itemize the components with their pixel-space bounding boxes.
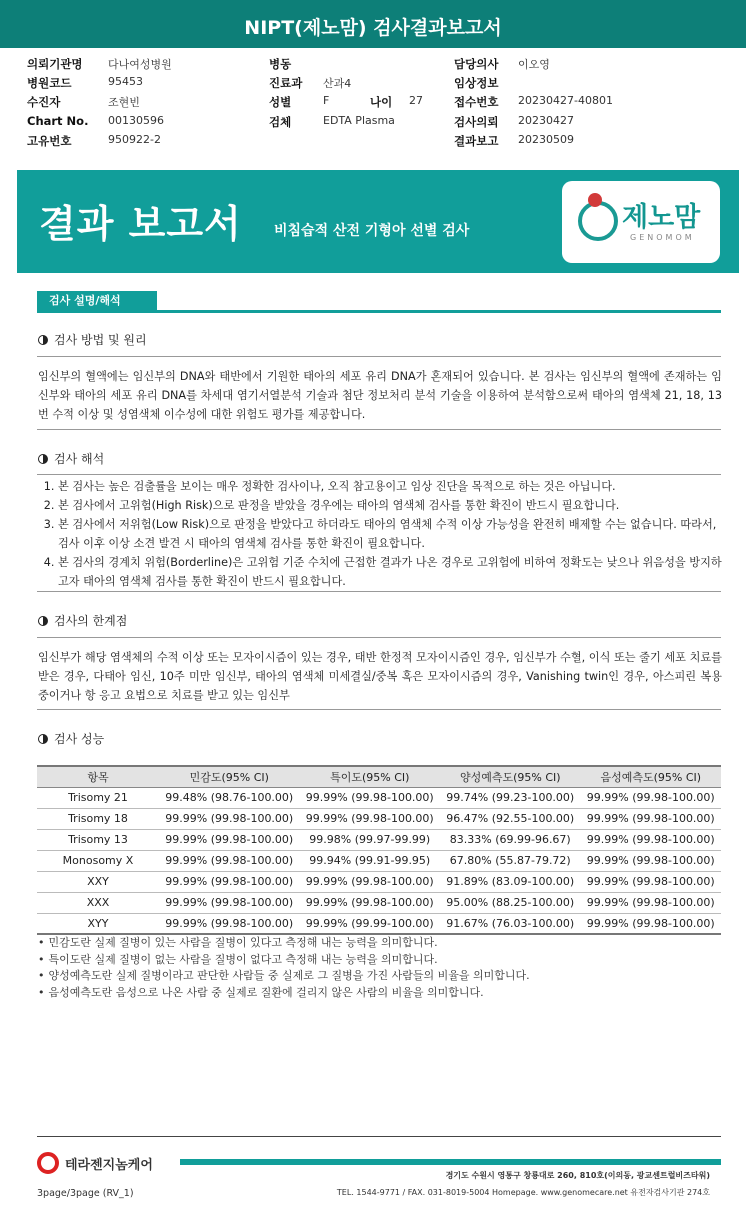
column-header: 항목 xyxy=(37,766,159,787)
info-row xyxy=(27,94,727,110)
table-cell: 99.99% (99.98-100.00) xyxy=(159,829,300,850)
logo-subtext: GENOMOM xyxy=(630,233,695,242)
column-header: 민감도(95% CI) xyxy=(159,766,300,787)
info-value: 20230427 xyxy=(518,114,574,127)
report-title: NIPT(제노맘) 검사결과보고서 xyxy=(0,0,746,48)
half-circle-icon xyxy=(38,454,48,464)
method-heading xyxy=(38,331,147,348)
page-number: 3page/3page (RV_1) xyxy=(37,1188,134,1199)
info-row xyxy=(27,75,727,91)
divider xyxy=(37,474,721,475)
interpretation-heading xyxy=(38,450,104,467)
table-cell: 99.99% (99.98-100.00) xyxy=(300,892,441,913)
note-item: • 음성예측도란 음성으로 나온 사람 중 실제로 질환에 걸리지 않은 사람의 비율을 의미합니다. xyxy=(38,985,722,1002)
footer-divider xyxy=(37,1136,721,1137)
table-cell: Monosomy X xyxy=(37,850,159,871)
performance-heading xyxy=(38,730,104,747)
table-cell: 83.33% (69.99-96.67) xyxy=(440,829,581,850)
divider xyxy=(37,637,721,638)
note-item: • 특이도란 실제 질병이 없는 사람을 질병이 없다고 측정해 내는 능력을 의미합니다. xyxy=(38,952,722,969)
list-item: 3. 본 검사에서 저위험(Low Risk)으로 판정을 받았다고 하더라도 태아의 염색체 수적 이상 가능성을 완전히 배제할 수는 없습니다. 따라서, 검사 이후 이상 소견 발견 시 태아의 염색체 검사를 통한 확진이 필요합니다. xyxy=(58,515,722,553)
list-item: 1. 본 검사는 높은 검출률을 보이는 매우 정확한 검사이나, 오직 참고용이고 임상 진단을 목적으로 하는 것은 아닙니다. xyxy=(58,477,722,496)
age-value: 27 xyxy=(409,94,423,107)
info-label: 병원코드 xyxy=(27,76,72,90)
banner-subtitle: 비침습적 산전 기형아 선별 검사 xyxy=(274,223,470,239)
divider xyxy=(37,591,721,592)
performance-table xyxy=(37,765,721,935)
table-cell: 99.99% (99.98-100.00) xyxy=(159,808,300,829)
divider xyxy=(37,429,721,430)
note-item: • 양성예측도란 실제 질병이라고 판단한 사람들 중 실제로 그 질병을 가진 사람들의 비율을 의미합니다. xyxy=(38,968,722,985)
table-cell: 67.80% (55.87-79.72) xyxy=(440,850,581,871)
info-label: 임상정보 xyxy=(454,76,499,90)
half-circle-icon xyxy=(38,734,48,744)
divider xyxy=(37,356,721,357)
company-address: 경기도 수원시 영통구 창룡대로 260, 810호(이의동, 광교센트럴비즈타워) xyxy=(445,1171,710,1180)
table-cell: 99.99% (99.98-100.00) xyxy=(581,829,722,850)
info-label: 성별 xyxy=(269,95,292,109)
heading-text: 검사 성능 xyxy=(54,732,105,746)
age-label: 나이 xyxy=(370,95,393,109)
info-row xyxy=(27,133,727,149)
info-value: 950922-2 xyxy=(108,133,161,146)
table-cell: XYY xyxy=(37,913,159,934)
info-row xyxy=(27,56,727,72)
info-label: 검사의뢰 xyxy=(454,115,499,129)
table-cell: 99.99% (99.98-100.00) xyxy=(300,871,441,892)
info-label: 수진자 xyxy=(27,95,61,109)
table-row xyxy=(37,829,721,850)
banner-title: 결과 보고서 xyxy=(39,202,242,246)
info-value: 95453 xyxy=(108,75,143,88)
info-value: 20230427-40801 xyxy=(518,94,613,107)
heading-text: 검사 방법 및 원리 xyxy=(54,333,147,347)
table-cell: Trisomy 13 xyxy=(37,829,159,850)
table-cell: 91.89% (83.09-100.00) xyxy=(440,871,581,892)
table-row xyxy=(37,871,721,892)
column-header: 양성예측도(95% CI) xyxy=(440,766,581,787)
section-tab: 검사 설명/해석 xyxy=(37,291,157,311)
column-header: 음성예측도(95% CI) xyxy=(581,766,722,787)
table-cell: 99.99% (99.98-100.00) xyxy=(159,913,300,934)
info-label: 결과보고 xyxy=(454,134,499,148)
table-row xyxy=(37,913,721,934)
list-item: 2. 본 검사에서 고위험(High Risk)으로 판정을 받았을 경우에는 태아의 염색체 검사를 통한 확진이 반드시 필요합니다. xyxy=(58,496,722,515)
info-row xyxy=(27,114,727,130)
info-label: 고유번호 xyxy=(27,134,72,148)
table-row xyxy=(37,787,721,808)
info-value: 조현빈 xyxy=(108,96,140,109)
section-divider xyxy=(37,310,721,313)
info-label: Chart No. xyxy=(27,114,89,128)
table-cell: 99.99% (99.98-100.00) xyxy=(581,892,722,913)
table-cell: 99.99% (99.98-100.00) xyxy=(581,808,722,829)
table-cell: XXX xyxy=(37,892,159,913)
column-header: 특이도(95% CI) xyxy=(300,766,441,787)
info-label: 검체 xyxy=(269,115,292,129)
info-label: 진료과 xyxy=(269,76,303,90)
list-item: 4. 본 검사의 경계치 위험(Borderline)은 고위험 기준 수치에 근접한 결과가 나온 경우로 고위험에 비하여 정확도는 낮으나 위음성을 방지하고자 태아의 염색체 검사를 통한 확진이 반드시 필요합니다. xyxy=(58,553,722,591)
info-value: EDTA Plasma xyxy=(323,114,395,127)
divider xyxy=(37,709,721,710)
interpretation-list xyxy=(58,477,722,591)
table-row xyxy=(37,808,721,829)
genomom-logo xyxy=(562,181,720,263)
company-logo xyxy=(37,1152,153,1174)
table-cell: 96.47% (92.55-100.00) xyxy=(440,808,581,829)
table-cell: 95.00% (88.25-100.00) xyxy=(440,892,581,913)
table-cell: 91.67% (76.03-100.00) xyxy=(440,913,581,934)
method-text: 임신부의 혈액에는 임신부의 DNA와 태반에서 기원한 태아의 세포 유리 DNA가 혼재되어 있습니다. 본 검사는 임신부의 혈액에 존재하는 임신부와 태아의 세포 유리 DNA를 차세대 염기서열분석 기술과 첨단 정보처리 분석 기술을 이용하여 분석함으로써 태아의 염색체 21, 18, 13번 수적 이상 및 성염색체 이수성에 대한 위험도 평가를 제공합니다. xyxy=(38,370,722,421)
table-cell: 99.99% (99.98-100.00) xyxy=(159,850,300,871)
half-circle-icon xyxy=(38,616,48,626)
table-cell: 99.99% (99.98-100.00) xyxy=(581,913,722,934)
limits-text: 임신부가 해당 염색체의 수적 이상 또는 모자이시즘이 있는 경우, 태반 한정적 모자이시즘인 경우, 임신부가 수혈, 이식 또는 줄기 세포 치료를 받은 경우, 다태아 임신, 10주 미만 임신부, 태아의 염색체 미세결실/중복 혹은 모자이시즘의 경우, Vanishing twin인 경우, 아스피린 복용 중이거나 항 응고 요법으로 치료를 받고 있는 임신부 xyxy=(38,651,722,702)
result-banner xyxy=(17,170,739,273)
table-cell: 99.99% (99.98-100.00) xyxy=(159,892,300,913)
note-item: • 민감도란 실제 질병이 있는 사람을 질병이 있다고 측정해 내는 능력을 의미합니다. xyxy=(38,935,722,952)
table-cell: 99.94% (99.91-99.95) xyxy=(300,850,441,871)
table-row xyxy=(37,850,721,871)
info-value: 다나여성병원 xyxy=(108,58,172,71)
limits-heading xyxy=(38,612,127,629)
table-cell: 99.99% (99.98-100.00) xyxy=(159,871,300,892)
company-name: 테라젠지놈케어 xyxy=(65,1158,153,1173)
table-cell: XXY xyxy=(37,871,159,892)
info-label: 의뢰기관명 xyxy=(27,57,83,71)
logo-text: 제노맘 xyxy=(622,202,701,233)
table-header-row xyxy=(37,766,721,787)
half-circle-icon xyxy=(38,335,48,345)
table-cell: 99.99% (99.98-100.00) xyxy=(581,850,722,871)
table-cell: Trisomy 21 xyxy=(37,787,159,808)
info-value: 20230509 xyxy=(518,133,574,146)
table-cell: 99.99% (99.99-100.00) xyxy=(300,913,441,934)
table-cell: 99.48% (98.76-100.00) xyxy=(159,787,300,808)
company-g-icon xyxy=(37,1152,59,1174)
info-label: 병동 xyxy=(269,57,292,71)
info-label: 접수번호 xyxy=(454,95,499,109)
table-cell: 99.74% (99.23-100.00) xyxy=(440,787,581,808)
logo-ring-icon xyxy=(578,201,618,241)
table-cell: 99.99% (99.98-100.00) xyxy=(581,871,722,892)
info-label: 담당의사 xyxy=(454,57,499,71)
table-row xyxy=(37,892,721,913)
logo-dot-icon xyxy=(588,193,602,207)
footer-bar xyxy=(180,1159,721,1165)
table-cell: 99.99% (99.98-100.00) xyxy=(581,787,722,808)
performance-notes xyxy=(38,935,722,1001)
table-cell: 99.99% (99.98-100.00) xyxy=(300,808,441,829)
info-value: F xyxy=(323,94,330,107)
table-cell: 99.98% (99.97-99.99) xyxy=(300,829,441,850)
heading-text: 검사의 한계점 xyxy=(54,614,128,628)
table-cell: 99.99% (99.98-100.00) xyxy=(300,787,441,808)
info-value: 산과4 xyxy=(323,77,352,90)
table-cell: Trisomy 18 xyxy=(37,808,159,829)
heading-text: 검사 해석 xyxy=(54,452,105,466)
info-value: 00130596 xyxy=(108,114,164,127)
company-contact: TEL. 1544-9771 / FAX. 031-8019-5004 Homepage. www.genomecare.net 유전자검사기관 274호 xyxy=(336,1188,710,1197)
info-value: 이오영 xyxy=(518,58,550,71)
